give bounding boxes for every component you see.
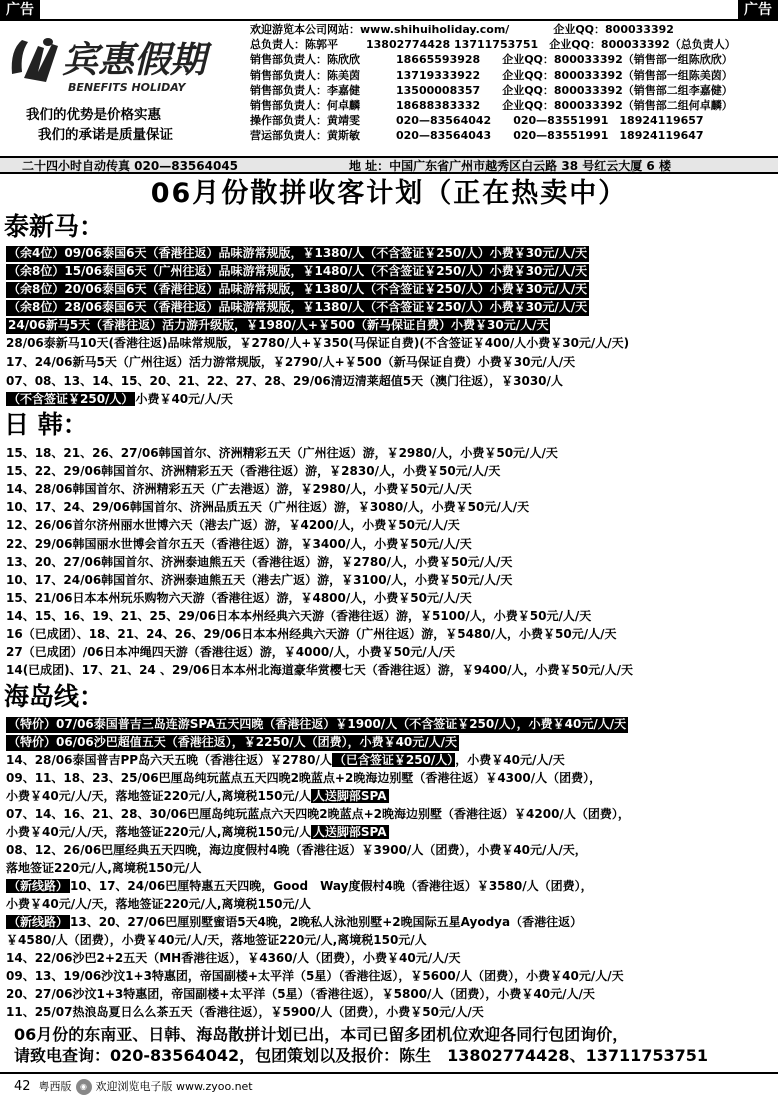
contact-row xyxy=(250,22,775,37)
tour-line: 10、17、24、29/06韩国首尔、济洲品质五天（广州往返）游，￥3080/人，小费￥50元/人/天 xyxy=(6,500,530,514)
tour-line: 14(已成团)、17、21、24 、29/06日本本州北海道豪华赏樱七天（香港往返）游，￥9400/人，小费￥50元/人/天 xyxy=(6,663,633,677)
tour-line: 13、20、27/06韩国首尔、济洲泰迪熊五天（香港往返）游，￥2780/人，小费￥50元/人/天 xyxy=(6,555,513,569)
tour-line xyxy=(6,789,389,805)
tour-line: （余8位）15/06泰国6天（广州往返）品味游常规版，￥1480/人（不含签证￥250/人）小费￥30元/人/天 xyxy=(8,264,588,278)
contact-row xyxy=(250,128,775,143)
tour-line: 27（已成团）/06日本冲绳四天游（香港往返）游，￥4000/人，小费￥50元/人/天 xyxy=(6,645,456,659)
spa-badge: 人送脚部SPA xyxy=(312,789,387,803)
tip-text: ，小费￥40元/人/天 xyxy=(455,753,565,767)
tour-text: 小费￥40元/人/天，落地签证220元/人,离境税150元/人 xyxy=(6,789,311,803)
spa-badge: 人送脚部SPA xyxy=(312,825,387,839)
new-route-badge: （新线路） xyxy=(8,879,69,893)
tour-line: 12、26/06首尔济州丽水世博六天（港去广返）游，￥4200/人，小费￥50元/人/天 xyxy=(6,518,460,532)
contact-phone: 18688383332 xyxy=(396,99,481,113)
tour-line: （特价）07/06泰国普吉三岛连游SPA五天四晚（香港往返）￥1900/人（不含签证￥250/人），小费￥40元/人/天 xyxy=(8,717,627,731)
footer-note-line: 请致电查询：020-83564042，包团策划以及报价：陈生 13802774428、13711753751 xyxy=(14,1046,709,1065)
tour-line: 15、18、21、26、27/06韩国首尔、济洲精彩五天（广州往返）游，￥2980/人，小费￥50元/人/天 xyxy=(6,446,558,460)
tour-line: 09、13、19/06沙汶1+3特惠团，帝国副楼+太平洋（5星）（香港往返），￥5600/人（团费），小费￥40元/人/天 xyxy=(6,969,624,983)
tour-line: 28/06泰新马10天(香港往返)品味常规版，￥2780/人+￥350(马保证自费)(不含签证￥400/人小费￥30元/人/天) xyxy=(6,336,630,350)
tour-line: 07、08、13、14、15、20、21、22、27、28、29/06清迈清莱超值5天（澳门往返），￥3030/人 xyxy=(6,374,563,388)
tour-line: 17、24/06新马5天（广州往返）活力游常规版，￥2790/人+￥500（新马保证自费）小费￥30元/人/天 xyxy=(6,355,576,369)
tour-line: 15、22、29/06韩国首尔、济洲精彩五天（香港往返）游，￥2830/人，小费￥50元/人/天 xyxy=(6,464,501,478)
contact-list xyxy=(250,22,775,144)
contact-person: 操作部负责人：黄靖雯 xyxy=(250,114,360,128)
brand-english: BENEFITS HOLIDAY xyxy=(68,81,186,94)
contact-row xyxy=(250,37,775,52)
contact-qq: 企业QQ：800033392（总负责人） xyxy=(549,38,736,52)
tour-line: 14、15、16、19、21、25、29/06日本本州经典六天游（香港往返）游，￥5100/人，小费￥50元/人/天 xyxy=(6,609,592,623)
new-route-badge: （新线路） xyxy=(8,915,69,929)
tour-line: （余8位）20/06泰国6天（香港往返）品味游常规版，￥1380/人（不含签证￥250/人）小费￥30元/人/天 xyxy=(8,282,588,296)
contact-website: 欢迎游览本公司网站：www.shihuiholiday.com/ xyxy=(250,23,510,36)
footer-website[interactable]: 欢迎浏览电子版 www.zyoo.net xyxy=(95,1080,253,1093)
tour-line: （特价）06/06沙巴超值五天（香港往返），￥2250/人（团费），小费￥40元/人/天 xyxy=(8,735,458,749)
benefits-holiday-logo xyxy=(8,28,240,100)
section-heading-island: 海岛线： xyxy=(4,682,105,711)
contact-person: 销售部负责人：陈美茵 xyxy=(250,68,360,82)
bottom-rule xyxy=(0,1072,778,1074)
tour-line: 15、21/06日本本州玩乐购物六天游（香港往返）游，￥4800/人，小费￥50元/人/天 xyxy=(6,591,472,605)
section-heading-japan-korea: 日 韩： xyxy=(4,410,88,439)
tour-line: ￥4580/人（团费），小费￥40元/人/天，落地签证220元/人,离境税150元/人 xyxy=(6,933,427,947)
footer-note xyxy=(14,1024,708,1066)
contact-qq: 企业QQ：800033392（销售部一组陈欣欣） xyxy=(502,53,733,67)
contact-person: 销售部负责人：何卓麟 xyxy=(250,99,360,113)
page-title: 06月份散拼收客计划（正在热卖中） xyxy=(150,178,628,209)
contact-row xyxy=(250,68,775,83)
contact-qq: 企业QQ：800033392（销售部二组李嘉健） xyxy=(502,83,733,97)
tour-line: 14、28/06韩国首尔、济洲精彩五天（广去港返）游，￥2980/人，小费￥50元/人/天 xyxy=(6,482,472,496)
tour-line xyxy=(6,879,593,895)
tour-line: 10、17、24/06韩国首尔、济洲泰迪熊五天（港去广返）游，￥3100/人，小费￥50元/人/天 xyxy=(6,573,513,587)
tour-line xyxy=(6,392,233,408)
ad-label-right: 广告 xyxy=(738,0,778,20)
contact-phone: 13719333922 xyxy=(396,68,481,82)
page-footer xyxy=(14,1079,253,1095)
footer-note-line: 06月份的东南亚、日韩、海岛散拼计划已出，本司已留多团机位欢迎各同行包团询价， xyxy=(14,1025,629,1044)
tour-line: 09、11、18、23、25/06巴厘岛纯玩蓝点五天四晚2晚蓝点+2晚海边别墅（香港往返）￥4300/人（团费）， xyxy=(6,771,602,785)
tour-line: 落地签证220元/人,离境税150元/人 xyxy=(6,861,202,875)
tour-line: 20、27/06沙汶1+3特惠团，帝国副楼+太平洋（5星）（香港往返），￥5800/人（团费），小费￥40元/人/天 xyxy=(6,987,595,1001)
page-number: 42 xyxy=(14,1079,31,1094)
edition-label: 粤西版 xyxy=(38,1080,72,1093)
brand-name: 宾惠假期 xyxy=(62,39,207,81)
contact-phone-extra: 020—83551991 18924119657 xyxy=(513,114,704,128)
contact-row xyxy=(250,83,775,98)
section-heading-thai: 泰新马： xyxy=(4,212,105,241)
contact-person: 销售部负责人：陈欣欣 xyxy=(250,53,360,67)
contact-phone: 13500008357 xyxy=(396,83,481,97)
address-bar xyxy=(0,156,778,174)
tip-text: 小费￥40元/人/天 xyxy=(135,392,233,406)
company-address: 地 址：中国广东省广州市越秀区白云路 38 号红云大厦 6 楼 xyxy=(349,159,671,173)
contact-phone: 020—83564043 xyxy=(396,129,492,143)
visa-included-badge: （已含签证￥250/人） xyxy=(333,753,454,767)
tour-line: 11、25/07热浪岛夏日么么茶五天（香港往返），￥5900/人（团费），小费￥50元/人/天 xyxy=(6,1005,484,1019)
tour-text: 13、20、27/06巴厘别墅蜜语5天4晚，2晚私人泳池别墅+2晚国际五星Ayodya（香港往返） xyxy=(70,915,583,929)
tour-line: 16（已成团）、18、21、24、26、29/06日本本州经典六天游（广州往返）游，￥5480/人，小费￥50元/人/天 xyxy=(6,627,617,641)
contact-qq: 企业QQ：800033392 xyxy=(553,23,674,36)
fax-line: 二十四小时自动传真 020—83564045 xyxy=(22,159,239,173)
tour-line: 22、29/06韩国丽水世博会首尔五天（香港往返）游，￥3400/人，小费￥50元/人/天 xyxy=(6,537,472,551)
contact-phone: 18665593928 xyxy=(396,53,481,67)
tour-line: （余8位）28/06泰国6天（香港往返）品味游常规版，￥1380/人（不含签证￥250/人）小费￥30元/人/天 xyxy=(8,300,588,314)
tour-text: 14、28/06泰国普吉PP岛六天五晚（香港往返）￥2780/人 xyxy=(6,753,332,767)
contact-row xyxy=(250,52,775,67)
globe-icon: ◉ xyxy=(76,1079,92,1095)
tour-line xyxy=(6,915,582,931)
tour-line: 07、14、16、21、28、30/06巴厘岛纯玩蓝点六天四晚2晚蓝点+2晚海边别墅（香港往返）￥4200/人（团费）， xyxy=(6,807,630,821)
slogan-quality: 我们的承诺是质量保证 xyxy=(38,127,173,143)
top-rule xyxy=(0,19,778,21)
tour-line: 08、12、26/06巴厘经典五天四晚，海边度假村4晚（香港往返）￥3900/人（团费），小费￥40元/人/天， xyxy=(6,843,587,857)
tour-text: 小费￥40元/人/天，落地签证220元/人,离境税150元/人 xyxy=(6,825,311,839)
tour-line: 14、22/06沙巴2+2五天（MH香港往返），￥4360/人（团费），小费￥40元/人/天 xyxy=(6,951,461,965)
contact-person: 营运部负责人：黄斯敏 xyxy=(250,129,360,143)
contact-row xyxy=(250,113,775,128)
contact-qq: 企业QQ：800033392（销售部二组何卓麟） xyxy=(502,99,733,113)
tour-line xyxy=(6,753,565,769)
contact-person: 销售部负责人：李嘉健 xyxy=(250,83,360,97)
contact-person: 总负责人：陈郭平 xyxy=(250,38,338,52)
contact-row xyxy=(250,98,775,113)
contact-phone: 020—83564042 xyxy=(396,114,492,128)
visa-badge: （不含签证￥250/人） xyxy=(8,392,134,406)
contact-qq: 企业QQ：800033392（销售部一组陈美茵） xyxy=(502,68,733,82)
tour-line: 小费￥40元/人/天，落地签证220元/人,离境税150元/人 xyxy=(6,897,311,911)
ad-label-left: 广告 xyxy=(0,0,40,20)
contact-phone-extra: 020—83551991 18924119647 xyxy=(513,129,704,143)
contact-phone: 13802774428 13711753751 xyxy=(366,38,539,52)
tour-line: 24/06新马5天（香港往返）活力游升级版，￥1980/人+￥500（新马保证自费）小费￥30元/人/天 xyxy=(8,318,549,332)
tour-text: 10、17、24/06巴厘特惠五天四晚，Good Way度假村4晚（香港往返）￥3580/人（团费）， xyxy=(70,879,593,893)
tour-line xyxy=(6,825,389,841)
slogan-price: 我们的优势是价格实惠 xyxy=(26,107,161,123)
tour-line: （余4位）09/06泰国6天（香港往返）品味游常规版，￥1380/人（不含签证￥250/人）小费￥30元/人/天 xyxy=(8,246,588,260)
